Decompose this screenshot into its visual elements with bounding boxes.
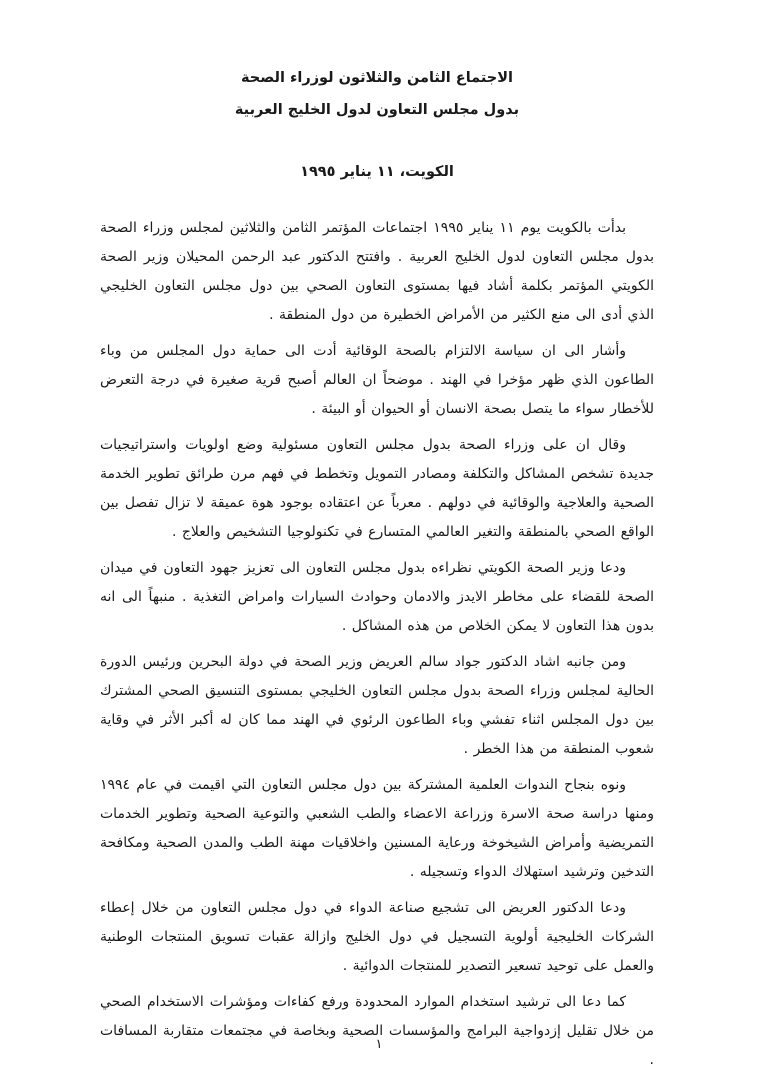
paragraph-4: ودعا وزير الصحة الكويتي نظراءه بدول مجلس التعاون الى تعزيز جهود التعاون في ميدان الصحة للقضاء على مخاطر الايدز والادمان وحوادث السيارات وامراض التغذية . منبهاً الى انه بدون هذا التعاون لا يمكن الخلاص من هذه المشاكل . xyxy=(100,560,654,634)
paragraph-5: ومن جانبه اشاد الدكتور جواد سالم العريض وزير الصحة في دولة البحرين ورئيس الدورة الحالية لمجلس وزراء الصحة بدول مجلس التعاون الخليجي بمستوى التنسيق الصحي المشترك بين دول المجلس اثناء تفشي وباء الطاعون الرئوي في الهند مما كان له أكبر الأثر في وقاية شعوب المنطقة من هذا الخطر . xyxy=(100,654,654,757)
paragraph-3: وقال ان على وزراء الصحة بدول مجلس التعاون مسئولية وضع اولويات واستراتيجيات جديدة تشخص المشاكل والتكلفة ومصادر التمويل وتخطط في فهم مرن طرائق تطوير الخدمة الصحية والعلاجية والوقائية في دولهم . معرباً عن اعتقاده بوجود هوة عميقة لا تزال تفصل بين الواقع الصحي بالمنطقة والتغير العالمي المتسارع في تكنولوجيا التشخيص والعلاج . xyxy=(100,437,654,540)
paragraph-7: ودعا الدكتور العريض الى تشجيع صناعة الدواء في دول مجلس التعاون من خلال إعطاء الشركات الخليجية أولوية التسجيل في دول الخليج وازالة عقبات تسويق المنتجات الوطنية والعمل على توحيد تسعير التصدير للمنتجات الدوائية . xyxy=(100,900,654,974)
paragraph-8: كما دعا الى ترشيد استخدام الموارد المحدودة ورفع كفاءات ومؤشرات الاستخدام الصحي من خلال تقليل إزدواجية البرامج والمؤسسات الصحية وبخاصة في مجتمعات متقاربة المسافات . xyxy=(100,994,654,1068)
paragraph-6: ونوه بنجاح الندوات العلمية المشتركة بين دول مجلس التعاون التي اقيمت في عام ١٩٩٤ ومنها دراسة صحة الاسرة وزراعة الاعضاء والطب الشعبي والتوعية الصحية وتطوير الخدمات التمريضية وأمراض الشيخوخة ورعاية المسنين واخلاقيات مهنة الطب والمدن الصحية ومكافحة التدخين وترشيد استهلاك الدواء وتسجيله . xyxy=(100,777,654,880)
document-header xyxy=(100,62,654,188)
page-footer xyxy=(0,1033,758,1052)
page-number: ١ xyxy=(375,1037,383,1052)
document-body xyxy=(100,214,654,1075)
document-title-line2: بدول مجلس التعاون لدول الخليج العربية xyxy=(234,102,520,118)
paragraph-1: بدأت بالكويت يوم ١١ يناير ١٩٩٥ اجتماعات المؤتمر الثامن والثلاثين لمجلس وزراء الصحة بدول مجلس التعاون لدول الخليج العربية . وافتتح الدكتور عبد الرحمن المحيلان وزير الصحة الكويتي المؤتمر بكلمة أشاد فيها بمستوى التعاون الصحي بين دول مجلس التعاون الخليجي الذي أدى الى منع الكثير من الأمراض الخطيرة من دول المنطقة . xyxy=(100,220,654,323)
document-date: الكويت، ١١ يناير ١٩٩٥ xyxy=(300,164,454,180)
paragraph-2: وأشار الى ان سياسة الالتزام بالصحة الوقائية أدت الى حماية دول المجلس من وباء الطاعون الذي ظهر مؤخرا في الهند . موضحاً ان العالم أصبح قرية صغيرة في درجة التعرض للأخطار سواء ما يتصل بصحة الانسان أو الحيوان أو البيئة . xyxy=(100,343,654,417)
document-title-line1: الاجتماع الثامن والثلاثون لوزراء الصحة xyxy=(240,70,514,86)
